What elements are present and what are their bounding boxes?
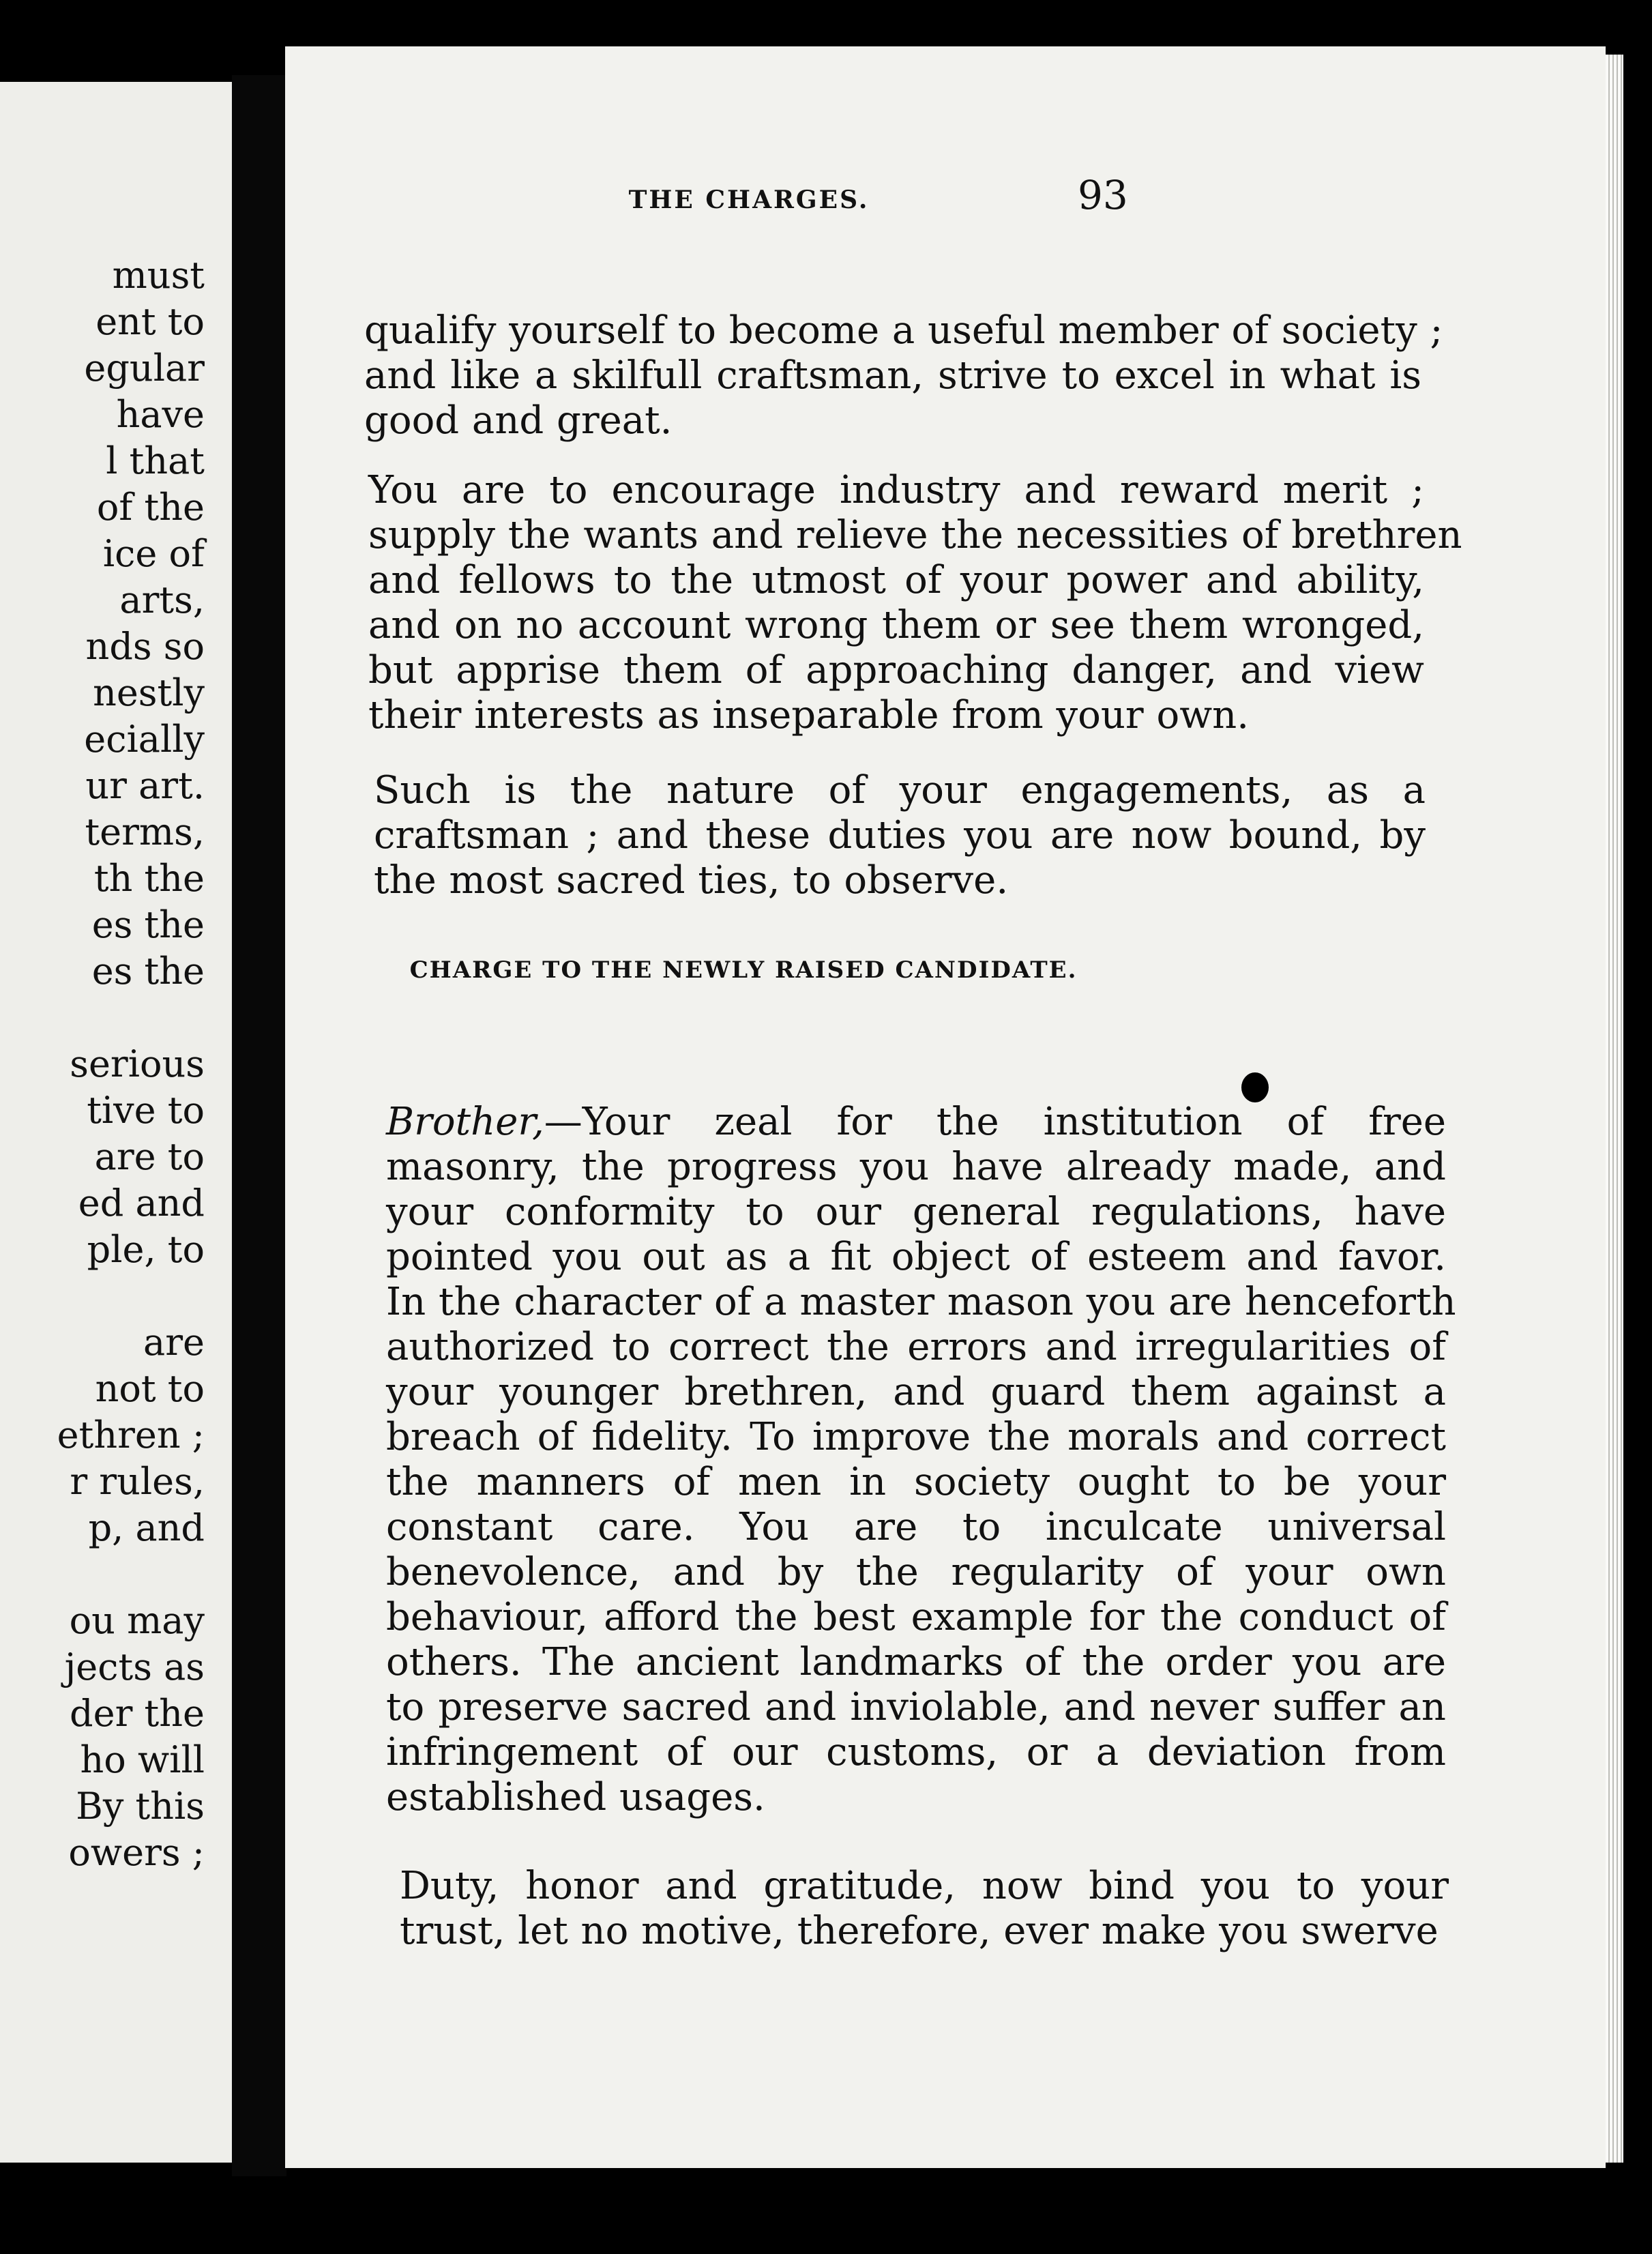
left-page-line: r rules, — [70, 1460, 205, 1503]
left-page-line: ou may — [69, 1599, 205, 1642]
left-page-line: es the — [91, 903, 205, 946]
left-page-line: l that — [106, 439, 205, 482]
qualify-line: good and great. — [364, 398, 673, 443]
charge-line: your conformity to our general regulations, have — [386, 1190, 1446, 1234]
left-page-fragment — [0, 82, 232, 2163]
left-page-line: are to — [94, 1135, 205, 1178]
nature-line: Such is the nature of your engagements, as a — [374, 768, 1426, 813]
left-page-line: arts, — [119, 579, 205, 621]
charge-line: to preserve sacred and inviolable, and never suffer an — [386, 1685, 1446, 1729]
qualify-line: and like a skilfull craftsman, strive to excel in what is — [364, 353, 1421, 398]
left-page-line: der the — [70, 1692, 205, 1735]
left-page-line: tive to — [87, 1089, 205, 1132]
charge-salutation: Brother, — [386, 1100, 544, 1144]
charge-first-line — [386, 1100, 1446, 1145]
qualify-line: qualify yourself to become a useful member of society ; — [364, 308, 1443, 353]
left-page-line: ple, to — [87, 1228, 205, 1271]
charge-first-line-rest: —Your zeal for the institution of free — [544, 1100, 1446, 1144]
book-gutter — [232, 75, 286, 2176]
charge-line: the manners of men in society ought to be your — [386, 1460, 1446, 1504]
charge-line: breach of fidelity. To improve the morals and correct — [386, 1415, 1446, 1459]
page-edge — [1606, 55, 1623, 2163]
charge-text — [386, 1100, 1456, 1820]
left-page-line: ice of — [102, 532, 205, 575]
left-page-line: not to — [95, 1367, 205, 1410]
duty-line: trust, let no motive, therefore, ever make you swerve — [400, 1909, 1439, 1953]
paragraph-duty — [400, 1864, 1449, 1954]
paragraph-encourage — [368, 468, 1462, 738]
charge-line: masonry, the progress you have already made, and — [386, 1145, 1446, 1189]
encourage-line: their interests as inseparable from your own. — [368, 693, 1249, 737]
left-page-line: terms, — [85, 810, 205, 853]
left-page-line: have — [116, 393, 205, 436]
charge-line: established usages. — [386, 1775, 765, 1819]
charge-line: constant care. You are to inculcate universal — [386, 1505, 1446, 1549]
left-page-line: ethren ; — [57, 1414, 205, 1457]
encourage-line: but apprise them of approaching danger, and view — [368, 648, 1424, 692]
left-page-line: nds so — [85, 625, 205, 668]
left-page-line: th the — [93, 857, 205, 900]
left-page-line: nestly — [93, 671, 205, 714]
left-page-line: ecially — [84, 718, 205, 761]
left-page-line: serious — [70, 1042, 205, 1085]
charge-line: your younger brethren, and guard them against a — [386, 1370, 1446, 1414]
left-page-line: p, and — [88, 1506, 205, 1549]
encourage-line: You are to encourage industry and reward merit ; — [368, 468, 1424, 512]
left-page-line: ed and — [78, 1182, 205, 1225]
running-title: THE CHARGES. — [628, 186, 870, 214]
charge-line: In the character of a master mason you are henceforth — [386, 1280, 1456, 1324]
charge-line: others. The ancient landmarks of the order you are — [386, 1640, 1446, 1684]
nature-line: craftsman ; and these duties you are now bound, by — [374, 813, 1426, 858]
charge-line: authorized to correct the errors and irregularities of — [386, 1325, 1446, 1369]
left-page-line: jects as — [64, 1645, 205, 1688]
left-page-line: ho will — [80, 1738, 205, 1781]
nature-line: the most sacred ties, to observe. — [374, 858, 1009, 903]
left-page-line: of the — [96, 486, 205, 529]
charge-line: benevolence, and by the regularity of your own — [386, 1550, 1446, 1594]
charge-line: infringement of our customs, or a deviation from — [386, 1730, 1446, 1774]
ink-blot — [1241, 1072, 1269, 1102]
left-page-line: es the — [91, 950, 205, 993]
paragraph-nature — [374, 768, 1426, 903]
encourage-line: and on no account wrong them or see them wronged, — [368, 603, 1424, 647]
duty-line: Duty, honor and gratitude, now bind you to your — [400, 1864, 1449, 1908]
left-page-line: egular — [84, 347, 205, 390]
encourage-line: and fellows to the utmost of your power and ability, — [368, 558, 1424, 602]
left-page-line: owers ; — [68, 1831, 205, 1874]
left-page-line: must — [112, 254, 205, 297]
left-page-line: By this — [76, 1785, 205, 1828]
left-page-line: ent to — [95, 300, 205, 343]
paragraph-qualify — [364, 308, 1443, 443]
left-page-line: are — [143, 1321, 205, 1364]
charge-line: pointed you out as a fit object of esteem and favor. — [386, 1235, 1446, 1279]
encourage-line: supply the wants and relieve the necessities of brethren — [368, 513, 1462, 557]
section-heading: CHARGE TO THE NEWLY RAISED CANDIDATE. — [409, 956, 1078, 984]
charge-line: behaviour, afford the best example for the conduct of — [386, 1595, 1446, 1639]
left-page-line: ur art. — [85, 764, 205, 807]
page-number: 93 — [1078, 172, 1128, 218]
